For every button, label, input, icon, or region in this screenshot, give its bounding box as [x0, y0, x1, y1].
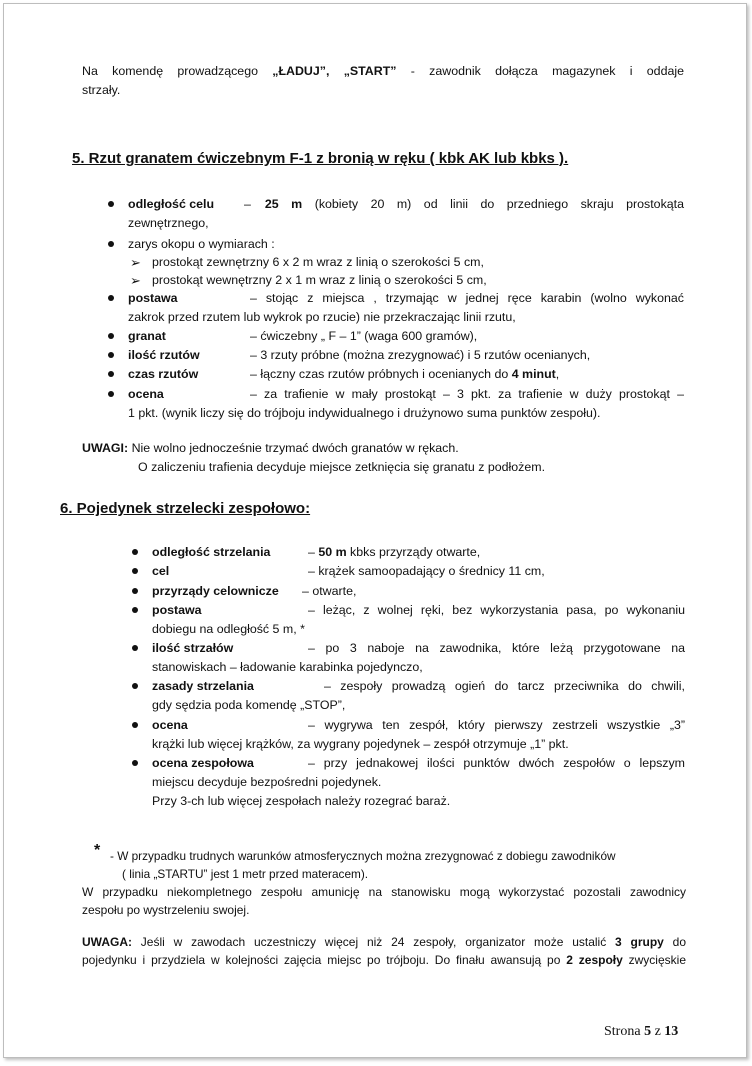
- s5-item7-term: ocena: [128, 387, 164, 401]
- s5-item1-term: odległość celu: [128, 197, 215, 211]
- s6-item5-cont: stanowiskach – ładowanie karabinka pojedynczo,: [152, 660, 423, 674]
- document-page: [3, 3, 747, 1058]
- s6-item2-term: cel: [152, 564, 170, 578]
- section-5-title: 5. Rzut granatem ćwiczebnym F-1 z bronią w ręku ( kbk AK lub kbks ).: [72, 150, 569, 167]
- bullet: [132, 683, 138, 689]
- intro-line-2: strzały.: [82, 83, 121, 97]
- footnote-line1: - W przypadku trudnych warunków atmosferycznych można zrezygnować z dobiegu zawodników: [110, 849, 616, 863]
- s5-item7-cont: 1 pkt. (wynik liczy się do trójboju indywidualnego i drużynowo suma punktów zespołu).: [128, 406, 601, 420]
- intro-line-1: Na komendę prowadzącego „ŁADUJ”, „START” - zawodnik dołącza magazynek i oddaje: [82, 64, 684, 78]
- page-number: Strona 5 z 13: [604, 1024, 679, 1039]
- bullet: [108, 295, 114, 301]
- footnote-line3: W przypadku niekompletnego zespołu amunicję na stanowisku mogą wykorzystać pozostali zawodnicy: [82, 885, 686, 899]
- s6-item4-text: – leżąc, z wolnej ręki, bez wykorzystania pasa, po wykonaniu: [308, 603, 685, 617]
- bullet: [108, 371, 114, 377]
- s6-item5-text: – po 3 naboje na zawodnika, które leżą przygotowane na: [308, 641, 685, 655]
- section-6-title: 6. Pojedynek strzelecki zespołowo:: [60, 500, 311, 517]
- s6-item1-term: odległość strzelania: [152, 545, 271, 559]
- bullet: [132, 568, 138, 574]
- s6-item8-text: – przy jednakowej ilości punktów dwóch zespołów o lepszym: [308, 756, 685, 770]
- s6-item4-term: postawa: [152, 603, 202, 617]
- s5-note-line1: UWAGI: Nie wolno jednocześnie trzymać dwóch granatów w rękach.: [82, 441, 459, 455]
- bullet: [108, 241, 114, 247]
- s6-item2-text: – krążek samoopadający o średnicy 11 cm,: [308, 564, 545, 578]
- footnote-line4: zespołu po wystrzeleniu swojej.: [82, 903, 250, 917]
- uwaga-line1: UWAGA: Jeśli w zawodach uczestniczy więcej niż 24 zespoły, organizator może ustalić 3 grupy do: [82, 935, 687, 949]
- bullet: [132, 588, 138, 594]
- s5-item2-sub2: prostokąt wewnętrzny 2 x 1 m wraz z linią o szerokości 5 cm,: [152, 273, 487, 287]
- s5-item2-text: zarys okopu o wymiarach :: [128, 237, 275, 251]
- s5-item5-text: – 3 rzuty próbne (można zrezygnować) i 5 rzutów ocenianych,: [250, 348, 591, 362]
- s6-item4-cont: dobiegu na odległość 5 m, *: [152, 622, 305, 636]
- s5-item5-term: ilość rzutów: [128, 348, 200, 362]
- footnote-line2: ( linia „STARTU” jest 1 metr przed materacem).: [122, 867, 369, 881]
- s6-item5-term: ilość strzałów: [152, 641, 234, 655]
- bullet: [108, 352, 114, 358]
- s6-item3-text: – otwarte,: [302, 584, 357, 598]
- s5-item3-text: – stojąc z miejsca , trzymając w jednej ręce karabin (wolno wykonać: [250, 291, 684, 305]
- bullet: [132, 607, 138, 613]
- s6-item7-term: ocena: [152, 718, 188, 732]
- s5-item3-term: postawa: [128, 291, 178, 305]
- bullet: [132, 549, 138, 555]
- arrow-bullet-icon: ➢: [130, 273, 141, 288]
- uwaga-line2: pojedynku i przydziela w kolejności zajęcia miejsc po trójboju. Do finału awansują po 2 zespoły zwycięskie: [82, 953, 686, 967]
- s6-item7-cont: krążki lub więcej krążków, za wygrany pojedynek – zespół otrzymuje „1” pkt.: [152, 737, 569, 751]
- s5-item1-cont: zewnętrznego,: [128, 216, 209, 230]
- bullet: [108, 391, 114, 397]
- bullet: [108, 201, 114, 207]
- s5-item6-term: czas rzutów: [128, 367, 199, 381]
- bullet: [132, 722, 138, 728]
- s6-item8-term: ocena zespołowa: [152, 756, 254, 770]
- s5-note-line2: O zaliczeniu trafienia decyduje miejsce zetknięcia się granatu z podłożem.: [138, 460, 546, 474]
- s5-item2-sub1: prostokąt zewnętrzny 6 x 2 m wraz z linią o szerokości 5 cm,: [152, 255, 484, 269]
- s5-item1-text: – 25 m (kobiety 20 m) od linii do przedniego skraju prostokąta: [244, 197, 684, 211]
- s5-item3-cont: zakrok przed rzutem lub wykrok po rzucie) nie przekraczając linii rzutu,: [128, 310, 516, 324]
- s5-item7-text: – za trafienie w mały prostokąt – 3 pkt. za trafienie w duży prostokąt –: [250, 387, 684, 401]
- bullet: [132, 760, 138, 766]
- s6-item6-text: – zespoły prowadzą ogień do tarcz przeciwnika do chwili,: [324, 679, 685, 693]
- footnote-star: *: [94, 842, 101, 859]
- s6-item8-cont2: Przy 3-ch lub więcej zespołach należy rozegrać baraż.: [152, 794, 451, 808]
- s6-item6-term: zasady strzelania: [152, 679, 254, 693]
- s5-item4-term: granat: [128, 329, 166, 343]
- s6-item6-cont: gdy sędzia poda komendę „STOP”,: [152, 698, 346, 712]
- s6-item7-text: – wygrywa ten zespół, który pierwszy zestrzeli wszystkie „3”: [308, 718, 685, 732]
- s5-item6-text: – łączny czas rzutów próbnych i ocenianych do 4 minut,: [250, 367, 560, 381]
- s6-item1-text: – 50 m kbks przyrządy otwarte,: [308, 545, 481, 559]
- arrow-bullet-icon: ➢: [130, 255, 141, 270]
- s5-item4-text: – ćwiczebny „ F – 1” (waga 600 gramów),: [250, 329, 478, 343]
- s6-item3-term: przyrządy celownicze: [152, 584, 279, 598]
- s6-item8-cont: miejscu decyduje bezpośredni pojedynek.: [152, 775, 382, 789]
- bullet: [108, 333, 114, 339]
- bullet: [132, 645, 138, 651]
